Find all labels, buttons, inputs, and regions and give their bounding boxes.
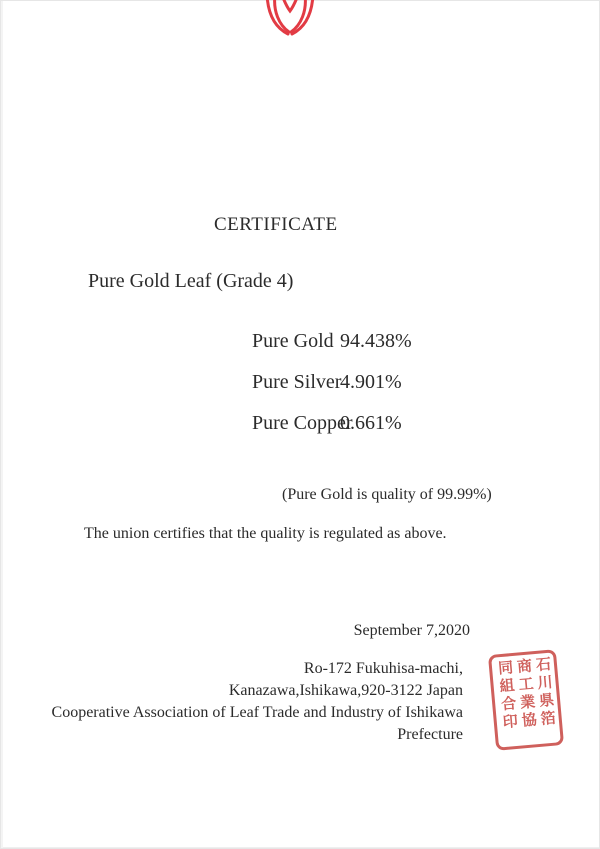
composition-label: Pure Silver — [252, 371, 342, 393]
issuer-block — [52, 658, 463, 746]
issue-date: September 7,2020 — [353, 622, 470, 639]
seal-column-3: 同組合印 — [495, 659, 518, 733]
seal-column-2: 商工業協 — [514, 657, 537, 731]
issuer-address-line2: Kanazawa,Ishikawa,920-3122 Japan — [228, 682, 463, 699]
composition-row-copper — [252, 412, 412, 432]
issuer-name-line1: Cooperative Association of Leaf Trade and Industry of Ishikawa — [51, 704, 463, 721]
seal-column-1: 石川県箔 — [533, 655, 556, 729]
issuer-address-line1: Ro-172 Fukuhisa-machi, — [303, 660, 463, 677]
certification-statement: The union certifies that the quality is regulated as above. — [84, 525, 447, 542]
composition-value: 4.901% — [340, 371, 402, 393]
certificate-title: CERTIFICATE — [214, 214, 338, 235]
quality-note: (Pure Gold is quality of 99.99%) — [282, 486, 492, 503]
composition-value: 0.661% — [340, 412, 402, 434]
composition-label: Pure Gold — [252, 330, 334, 352]
issuer-name-line2: Prefecture — [397, 726, 463, 743]
composition-table — [252, 330, 412, 453]
composition-row-gold — [252, 330, 412, 350]
composition-row-silver — [252, 371, 412, 391]
red-seal-stamp — [488, 649, 564, 751]
composition-label: Pure Copper — [252, 412, 353, 434]
association-crest-icon — [260, 0, 320, 39]
composition-value: 94.438% — [340, 330, 412, 352]
product-name: Pure Gold Leaf (Grade 4) — [88, 270, 294, 292]
